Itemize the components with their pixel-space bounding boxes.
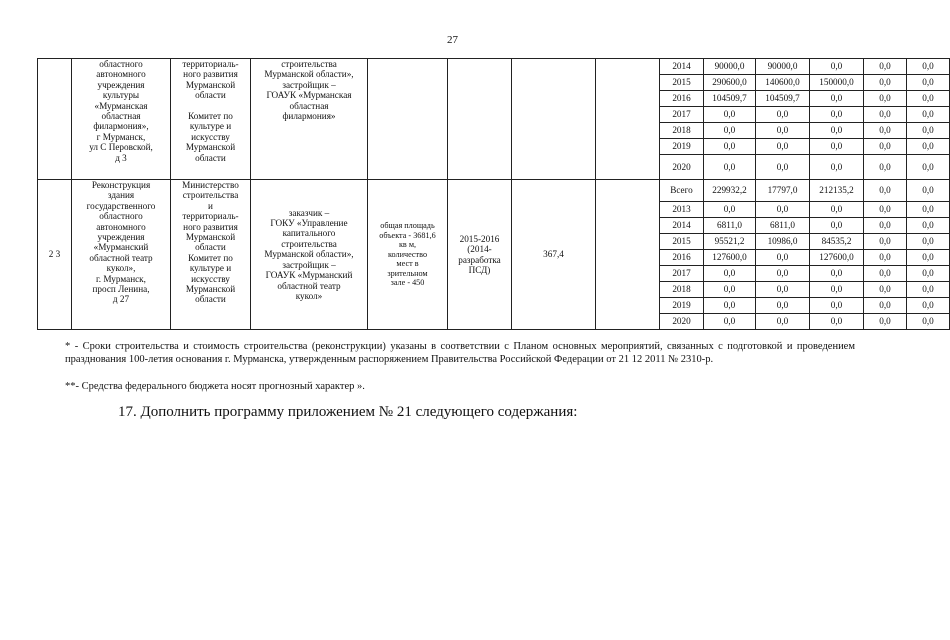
cell-empty <box>596 180 660 330</box>
cell-object: Реконструкция здания государственного областного автономного учреждения «Мурманский областной театр кукол», г. Мурманск, просп Ленина, д 27 <box>72 180 171 330</box>
cell-object: областного автономного учреждения культуры «Мурманская областная филармония», г Мурманск, ул С Перовской, д 3 <box>72 59 171 180</box>
cell-year: 2019 <box>660 139 704 155</box>
cell-other: 0,0 <box>907 218 950 234</box>
cell-federal: 0,0 <box>810 282 864 298</box>
cell-regional: 90000,0 <box>756 59 810 75</box>
cell-municipal: 0,0 <box>864 107 907 123</box>
cell-year: Всего <box>660 180 704 202</box>
table-body <box>38 59 950 330</box>
cell-year: 2015 <box>660 234 704 250</box>
cell-regional: 6811,0 <box>756 218 810 234</box>
cell-other: 0,0 <box>907 75 950 91</box>
cell-year: 2016 <box>660 91 704 107</box>
cell-number <box>38 59 72 180</box>
cell-other: 0,0 <box>907 298 950 314</box>
table-row <box>38 180 950 202</box>
cell-federal: 0,0 <box>810 139 864 155</box>
cell-regional: 0,0 <box>756 298 810 314</box>
cell-municipal: 0,0 <box>864 266 907 282</box>
page-number: 27 <box>447 34 458 46</box>
cell-federal: 0,0 <box>810 123 864 139</box>
cell-federal: 0,0 <box>810 91 864 107</box>
cell-empty <box>596 59 660 180</box>
cell-year: 2014 <box>660 59 704 75</box>
cell-year: 2015 <box>660 75 704 91</box>
cell-year: 2020 <box>660 155 704 180</box>
cell-year: 2019 <box>660 298 704 314</box>
cell-regional: 0,0 <box>756 282 810 298</box>
cell-federal: 127600,0 <box>810 250 864 266</box>
cell-total: 90000,0 <box>704 59 756 75</box>
cell-regional: 0,0 <box>756 202 810 218</box>
cell-other: 0,0 <box>907 123 950 139</box>
cell-total: 0,0 <box>704 123 756 139</box>
cell-municipal: 0,0 <box>864 234 907 250</box>
cell-regional: 0,0 <box>756 250 810 266</box>
cell-customer: Министерство строительства и территориаль- ного развития Мурманской области Комитет по культуре и искусству Мурманской области <box>171 180 251 330</box>
cell-other: 0,0 <box>907 266 950 282</box>
footnote-first: * - Сроки строительства и стоимость строительства (реконструкции) указаны в соответствии с Планом основных мероприятий, связанных с подготовкой и проведением празднования 100-летия основания г. Мурманска, утвержденным распоряжением Правительства Российской Федерации от 21 12 2011 № 2310-р. <box>65 341 855 365</box>
cell-federal: 0,0 <box>810 107 864 123</box>
cell-other: 0,0 <box>907 282 950 298</box>
cell-total: 0,0 <box>704 155 756 180</box>
cell-regional: 0,0 <box>756 123 810 139</box>
cell-municipal: 0,0 <box>864 91 907 107</box>
cell-other: 0,0 <box>907 139 950 155</box>
cell-year: 2018 <box>660 123 704 139</box>
cell-cost <box>512 59 596 180</box>
cell-federal: 150000,0 <box>810 75 864 91</box>
cell-total: 0,0 <box>704 139 756 155</box>
cell-other: 0,0 <box>907 107 950 123</box>
cell-federal: 0,0 <box>810 155 864 180</box>
footnote-second: **- Средства федерального бюджета носят прогнозный характер ». <box>65 381 365 392</box>
cell-total: 0,0 <box>704 314 756 330</box>
cell-federal: 212135,2 <box>810 180 864 202</box>
cell-regional: 0,0 <box>756 314 810 330</box>
cell-federal: 0,0 <box>810 202 864 218</box>
cell-regional: 0,0 <box>756 266 810 282</box>
cell-year: 2017 <box>660 266 704 282</box>
cell-federal: 0,0 <box>810 59 864 75</box>
cell-other: 0,0 <box>907 180 950 202</box>
cell-municipal: 0,0 <box>864 123 907 139</box>
cell-other: 0,0 <box>907 234 950 250</box>
cell-regional: 140600,0 <box>756 75 810 91</box>
cell-municipal: 0,0 <box>864 282 907 298</box>
cell-federal: 0,0 <box>810 314 864 330</box>
cell-municipal: 0,0 <box>864 59 907 75</box>
cell-year: 2013 <box>660 202 704 218</box>
cell-municipal: 0,0 <box>864 139 907 155</box>
cell-other: 0,0 <box>907 202 950 218</box>
cell-total: 0,0 <box>704 282 756 298</box>
cell-municipal: 0,0 <box>864 314 907 330</box>
cell-year: 2018 <box>660 282 704 298</box>
cell-other: 0,0 <box>907 59 950 75</box>
cell-builder: заказчик – ГОКУ «Управление капитального строительства Мурманской области», застройщик – ГОАУК «Мурманский областной театр кукол» <box>251 180 368 330</box>
cell-period <box>448 59 512 180</box>
cell-year: 2017 <box>660 107 704 123</box>
cell-period: 2015-2016 (2014- разработка ПСД) <box>448 180 512 330</box>
cell-year: 2020 <box>660 314 704 330</box>
cell-cost: 367,4 <box>512 180 596 330</box>
cell-regional: 17797,0 <box>756 180 810 202</box>
cell-regional: 0,0 <box>756 139 810 155</box>
cell-total: 0,0 <box>704 202 756 218</box>
cell-regional: 0,0 <box>756 155 810 180</box>
construction-table <box>37 58 950 330</box>
cell-other: 0,0 <box>907 91 950 107</box>
cell-total: 0,0 <box>704 266 756 282</box>
cell-municipal: 0,0 <box>864 218 907 234</box>
cell-year: 2014 <box>660 218 704 234</box>
cell-municipal: 0,0 <box>864 250 907 266</box>
cell-municipal: 0,0 <box>864 155 907 180</box>
cell-regional: 10986,0 <box>756 234 810 250</box>
cell-capacity: общая площадь объекта - 3681,6 кв м, количество мест в зрительном зале - 450 <box>368 180 448 330</box>
cell-other: 0,0 <box>907 314 950 330</box>
cell-total: 229932,2 <box>704 180 756 202</box>
cell-federal: 0,0 <box>810 218 864 234</box>
cell-municipal: 0,0 <box>864 202 907 218</box>
cell-total: 0,0 <box>704 107 756 123</box>
cell-number: 2 3 <box>38 180 72 330</box>
cell-federal: 0,0 <box>810 298 864 314</box>
cell-capacity <box>368 59 448 180</box>
cell-regional: 104509,7 <box>756 91 810 107</box>
cell-year: 2016 <box>660 250 704 266</box>
cell-total: 95521,2 <box>704 234 756 250</box>
cell-customer: территориаль- ного развития Мурманской области Комитет по культуре и искусству Мурманской области <box>171 59 251 180</box>
cell-total: 104509,7 <box>704 91 756 107</box>
cell-builder: строительства Мурманской области», застройщик – ГОАУК «Мурманская областная филармония» <box>251 59 368 180</box>
cell-other: 0,0 <box>907 155 950 180</box>
cell-other: 0,0 <box>907 250 950 266</box>
cell-total: 6811,0 <box>704 218 756 234</box>
cell-municipal: 0,0 <box>864 298 907 314</box>
cell-total: 0,0 <box>704 298 756 314</box>
cell-total: 290600,0 <box>704 75 756 91</box>
cell-total: 127600,0 <box>704 250 756 266</box>
cell-municipal: 0,0 <box>864 75 907 91</box>
cell-regional: 0,0 <box>756 107 810 123</box>
table-row <box>38 59 950 75</box>
paragraph-17: 17. Дополнить программу приложением № 21 следующего содержания: <box>118 404 578 420</box>
cell-federal: 84535,2 <box>810 234 864 250</box>
cell-federal: 0,0 <box>810 266 864 282</box>
cell-municipal: 0,0 <box>864 180 907 202</box>
